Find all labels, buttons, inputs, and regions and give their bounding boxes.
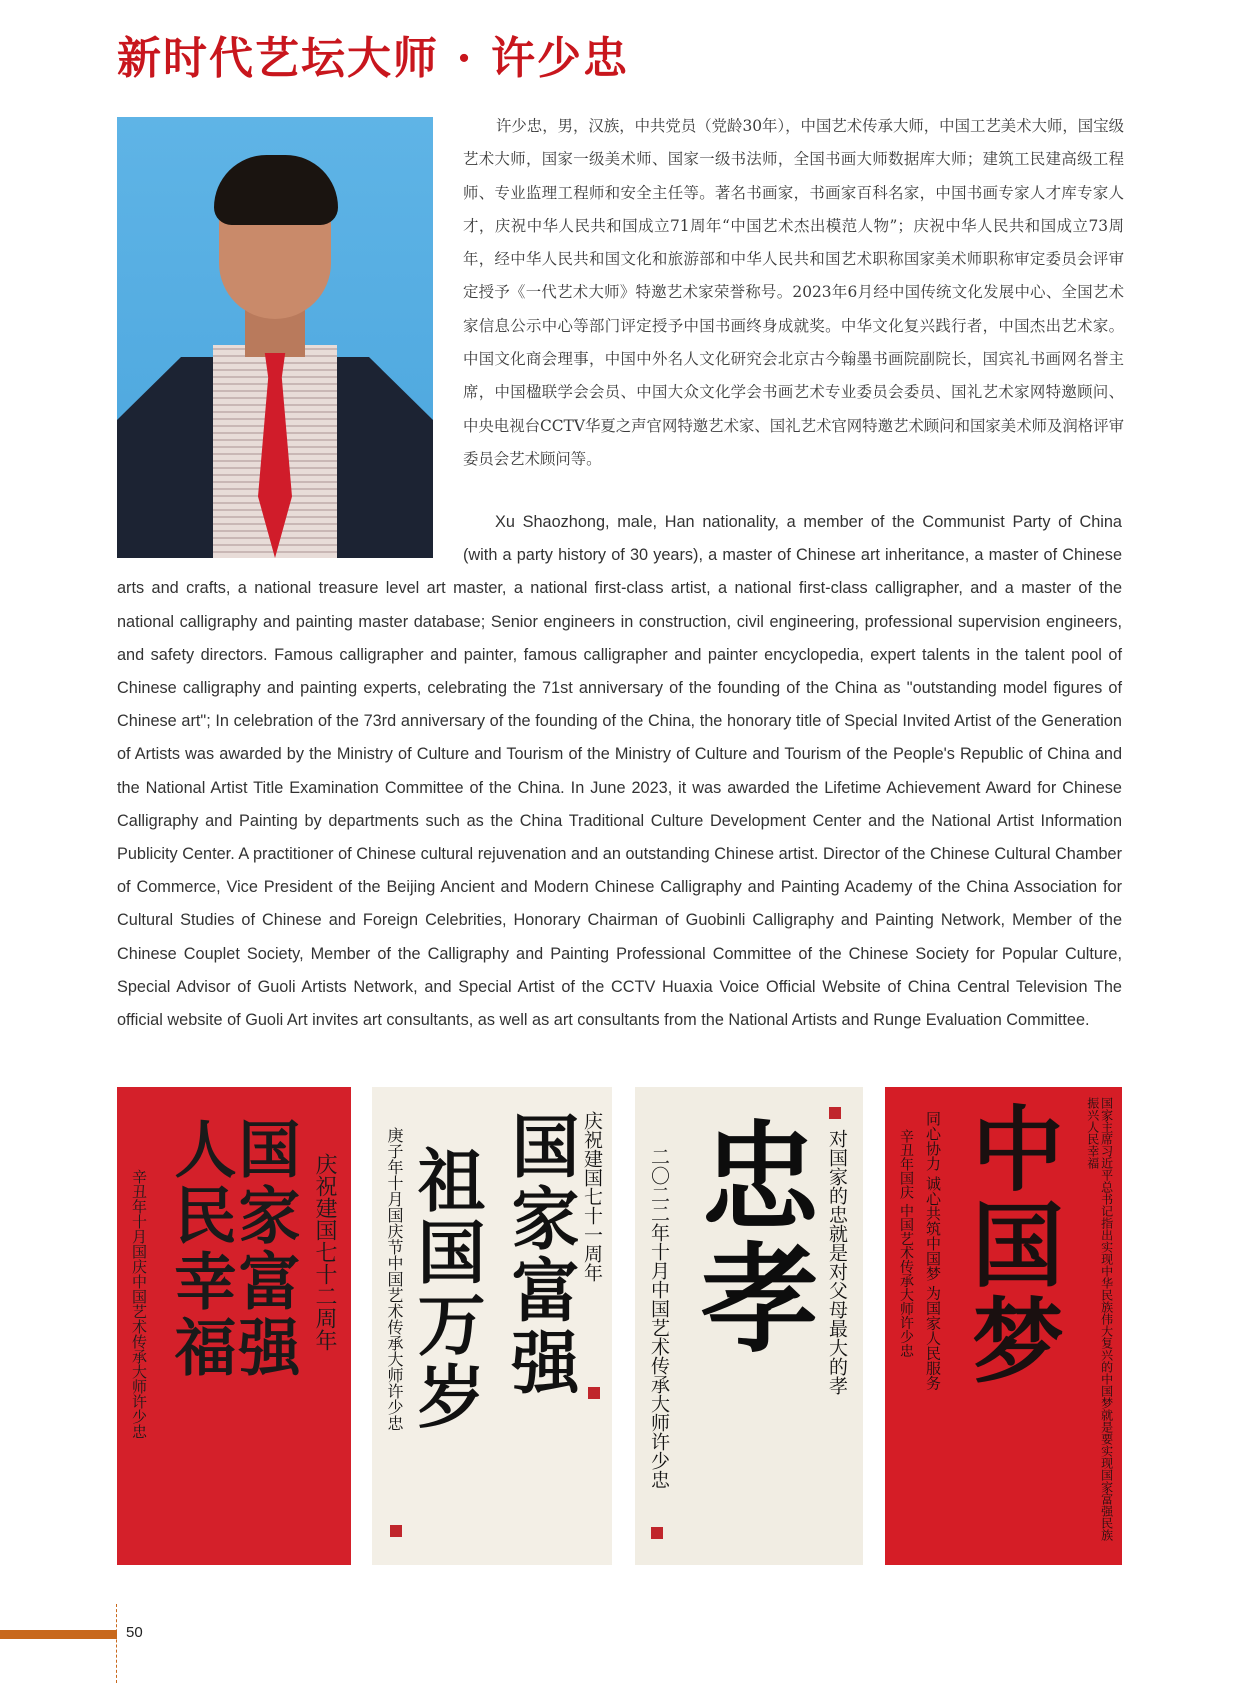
- artwork-3-inscription-2: 二〇二二年十月中国艺术传承大师许少忠: [648, 1147, 670, 1489]
- artwork-3-main: 忠孝: [681, 1115, 820, 1359]
- artwork-4-main: 中国梦: [957, 1101, 1065, 1389]
- artwork-4: [885, 1087, 1122, 1565]
- artwork-2-inscription-1: 庆祝建国七十一周年: [581, 1111, 603, 1282]
- biography-english: [117, 506, 1122, 1037]
- artwork-3-seal-top: [829, 1107, 841, 1119]
- artwork-4-inscription-3: 辛丑年国庆 中国艺术传承大师许少忠: [898, 1129, 914, 1358]
- artwork-1: [117, 1087, 351, 1565]
- artwork-1-inscription-1: 庆祝建国七十二周年: [312, 1153, 337, 1351]
- artwork-1-inscription-2: 辛丑年十月国庆中国艺术传承大师许少忠: [130, 1169, 148, 1439]
- artwork-4-inscription-2: 同心协力 诚心共筑中国梦 为国家人民服务: [924, 1111, 942, 1391]
- artwork-2: [372, 1087, 612, 1565]
- artwork-2-main-col1: 国家富强: [500, 1111, 580, 1399]
- artwork-2-inscription-2: 庚子年十月国庆节中国艺术传承大师许少忠: [385, 1127, 404, 1431]
- artwork-1-main-col1: 国家富强: [228, 1117, 301, 1381]
- footer-divider: [116, 1604, 117, 1683]
- artwork-4-inscription-1: 国家主席习近平总书记指出实现中华民族伟大复兴的中国梦就是要实现国家富强民族振兴人民幸福: [1085, 1097, 1114, 1541]
- footer-accent-bar: [0, 1630, 117, 1639]
- biography-chinese: 许少忠，男，汉族，中共党员（党龄30年），中国艺术传承大师，中国工艺美术大师，国宝级艺术大师，国家一级美术师、国家一级书法师，全国书画大师数据库大师；建筑工民建高级工程师、专业监理工程师和安全主任等。著名书画家，书画家百科名家，中国书画专家人才库专家人才，庆祝中华人民共和国成立71周年“中国艺术杰出模范人物”；庆祝中华人民共和国成立73周年，经中华人民共和国文化和旅游部和中华人民共和国艺术职称国家美术师职称审定委员会评审定授予《一代艺术大师》特邀艺术家荣誉称号。2023年6月经中国传统文化发展中心、全国艺术家信息公示中心等部门评定授予中国书画终身成就奖。中华文化复兴践行者，中国杰出艺术家。中国文化商会理事，中国中外名人文化研究会北京古今翰墨书画院副院长，国宾礼书画网名誉主席，中国楹联学会会员、中国大众文化学会书画艺术专业委员会委员、国礼艺术家网特邀顾问、中央电视台CCTV华夏之声官网特邀艺术家、国礼艺术官网特邀艺术顾问和国家美术师及润格评审委员会艺术顾问等。: [463, 117, 1124, 468]
- page-number: 50: [126, 1624, 143, 1641]
- artist-portrait: [117, 117, 433, 558]
- artwork-3-inscription-1: 对国家的忠就是对父母最大的孝: [826, 1129, 848, 1395]
- artwork-2-main-col2: 祖国万岁: [406, 1145, 486, 1433]
- artwork-3: [635, 1087, 863, 1565]
- artwork-2-seal-top: [588, 1387, 600, 1399]
- artwork-1-main-col2: 人民幸福: [164, 1117, 237, 1381]
- page-title: 新时代艺坛大师 · 许少忠: [117, 33, 629, 84]
- biography-english-text: Xu Shaozhong, male, Han nationality, a member of the Communist Party of China (with a party history of 30 years), a master of Chinese art inheritance, a master of Chinese arts and crafts, a national treasure level art master, a national first-class artist, a national first-class calligrapher, and a master of the national calligraphy and painting master database; Senior engineers in construction, civil engineering, professional supervision engineers, and safety directors. Famous calligrapher and painter, famous calligrapher and painter encyclopedia, expert talents in the talent pool of Chinese calligraphy and painting experts, celebrating the 71st anniversary of the founding of the China as "outstanding model figures of Chinese art"; In celebration of the 73rd anniversary of the founding of the China, the honorary title of Special Invited Artist of the Generation of Artists was awarded by the Ministry of Culture and Tourism of the Ministry of Culture and Tourism of the People's Republic of China and the National Artist Title Examination Committee of the China. In June 2023, it was awarded the Lifetime Achievement Award for Chinese Calligraphy and Painting by departments such as the China Traditional Culture Development Center and the National Artist Information Publicity Center. A practitioner of Chinese cultural rejuvenation and an outstanding Chinese artist. Director of the Chinese Cultural Chamber of Commerce, Vice President of the Beijing Ancient and Modern Chinese Calligraphy and Painting Academy of the China Association for Cultural Studies of Chinese and Foreign Celebrities, Honorary Chairman of Guobinli Calligraphy and Painting Network, Member of the Chinese Couplet Society, Member of the Calligraphy and Painting Professional Committee of the Chinese Society for Popular Culture, Special Advisor of Guoli Artists Network, and Special Artist of the CCTV Huaxia Voice Official Website of China Central Television The official website of Guoli Art invites art consultants, as well as art consultants from the National Artists and Runge Evaluation Committee.: [117, 513, 1122, 1030]
- artwork-2-seal-bottom: [390, 1525, 402, 1537]
- artwork-3-seal-bottom: [651, 1527, 663, 1539]
